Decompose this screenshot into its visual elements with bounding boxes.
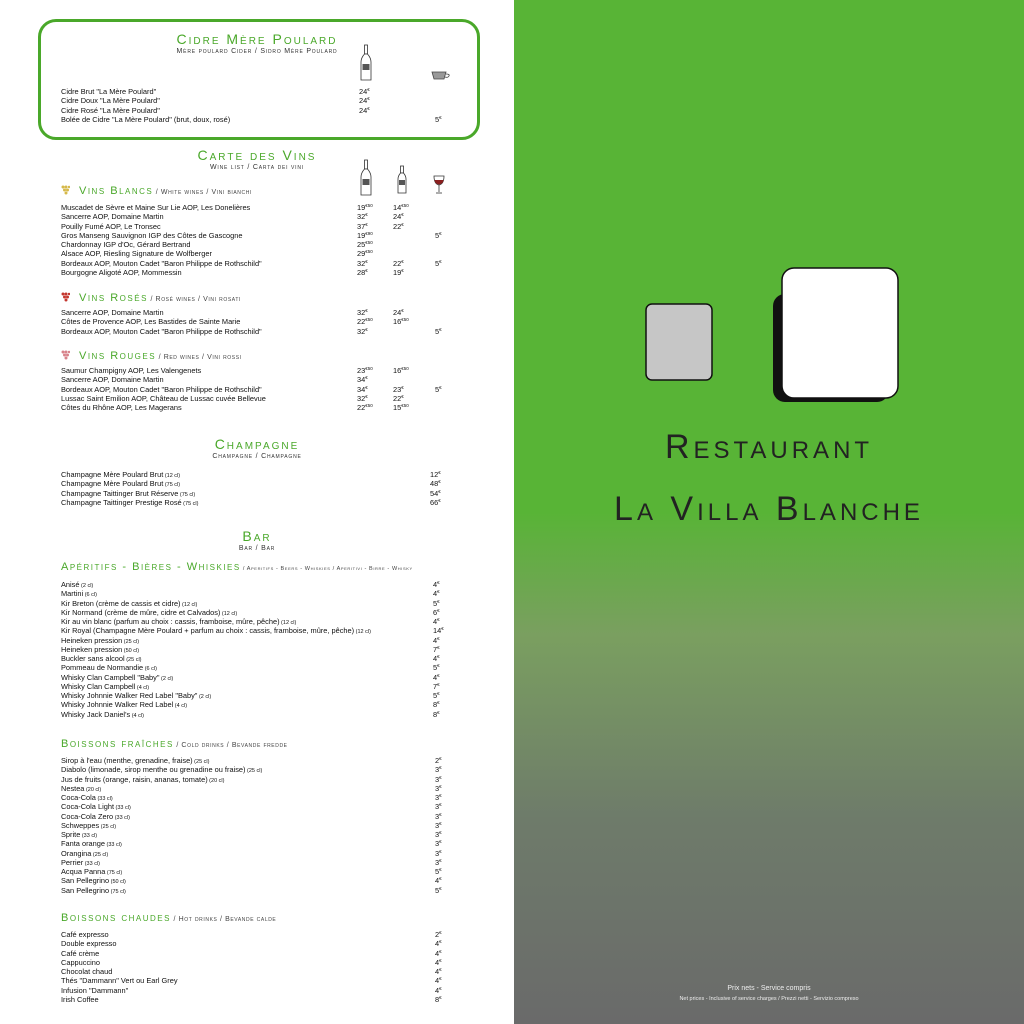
menu-row xyxy=(61,645,451,654)
item-volume: (4 cl) xyxy=(173,703,188,710)
item-name: Lussac Saint Emilion AOP, Château de Lussac cuvée Bellevue xyxy=(61,393,266,403)
item-name: Kir au vin blanc (parfum au choix : cassis, framboise, mûre, pêche) (12 cl) xyxy=(61,617,297,626)
item-volume: (25 cl) xyxy=(122,638,140,645)
vins-blancs-title: Vins Blancs / White wines / Vini bianchi xyxy=(79,185,252,197)
item-volume: (4 cl) xyxy=(135,684,150,691)
menu-row xyxy=(61,115,451,124)
bar-title: Bar xyxy=(242,528,272,544)
item-volume: (12 cl) xyxy=(163,473,181,479)
item-volume: (75 cl) xyxy=(163,482,181,489)
item-name: Nestea (20 cl) xyxy=(61,783,102,793)
item-price: 3€ xyxy=(435,765,442,775)
menu-row xyxy=(61,375,451,384)
item-name: Heineken pression (50 cl) xyxy=(61,644,140,654)
menu-row xyxy=(61,876,451,885)
item-name: Sancerre AOP, Domaine Martin xyxy=(61,212,164,222)
item-price: 7€ xyxy=(433,644,440,654)
item-price: 32€ xyxy=(357,393,368,403)
item-price: 3€ xyxy=(435,774,442,784)
menu-row xyxy=(61,394,451,403)
fraiches-title: Boissons fraîches / Cold drinks / Bevande fredde xyxy=(61,738,288,750)
item-name: Café expresso xyxy=(61,930,109,939)
item-volume: (50 cl) xyxy=(109,879,126,886)
item-name: Schweppes (25 cl) xyxy=(61,820,117,830)
item-name: Orangina (25 cl) xyxy=(61,848,109,858)
item-name: Sancerre AOP, Domaine Martin xyxy=(61,308,164,317)
menu-row xyxy=(61,403,451,412)
item-volume: (25 cl) xyxy=(192,759,210,765)
menu-row xyxy=(61,995,451,1004)
red-grape-icon xyxy=(61,350,70,360)
item-volume: (25 cl) xyxy=(99,823,117,830)
menu-row xyxy=(61,784,451,793)
item-name: Coca-Cola Zero (33 cl) xyxy=(61,811,130,821)
item-volume: (6 cl) xyxy=(83,592,97,599)
item-price: 6€ xyxy=(433,607,440,617)
item-price: 4€ xyxy=(435,976,442,986)
item-volume: (2 cl) xyxy=(197,694,212,700)
item-name: Champagne Taittinger Prestige Rosé (75 cl) xyxy=(61,497,199,507)
item-price: 4€ xyxy=(433,580,440,589)
menu-row xyxy=(61,317,451,326)
menu-row xyxy=(61,976,451,985)
item-volume: (25 cl) xyxy=(91,851,109,858)
item-name: Fanta orange (33 cl) xyxy=(61,839,122,849)
item-price: $16^{€50}$ xyxy=(393,366,409,375)
item-price: $23^{€50}$ xyxy=(357,366,373,375)
vins-subtitle: Wine list / Carta dei vini xyxy=(210,164,304,171)
menu-row xyxy=(61,212,451,221)
item-name: Bordeaux AOP, Mouton Cadet "Baron Philippe de Rothschild" xyxy=(61,384,262,394)
item-price: 8€ xyxy=(433,700,440,710)
item-name: Whisky Johnnie Walker Red Label "Baby" (2 cl) xyxy=(61,691,212,700)
menu-row xyxy=(61,802,451,811)
item-price: 2€ xyxy=(435,756,442,765)
item-name: Bordeaux AOP, Mouton Cadet "Baron Philippe de Rothschild" xyxy=(61,326,262,336)
item-price: 32€ xyxy=(357,212,368,222)
menu-row xyxy=(61,240,451,249)
item-name: Diabolo (limonade, sirop menthe ou grenadine ou fraise) (25 cl) xyxy=(61,765,263,775)
item-price: 14€ xyxy=(433,626,444,636)
item-price: 3€ xyxy=(435,811,442,821)
menu-row xyxy=(61,939,451,948)
item-volume: (33 cl) xyxy=(95,796,113,802)
menu-row xyxy=(61,470,451,479)
menu-row xyxy=(61,673,451,682)
item-price: 3€ xyxy=(435,839,442,849)
item-volume: (33 cl) xyxy=(104,842,122,849)
item-name: Infusion "Dammann" xyxy=(61,985,129,995)
chaudes-title: Boissons chaudes / Hot drinks / Bevande calde xyxy=(61,912,277,924)
item-name: Bourgogne Aligoté AOP, Mommessin xyxy=(61,267,182,277)
item-name: Kir Normand (crème de mûre, cidre et Calvados) (12 cl) xyxy=(61,607,238,617)
menu-row xyxy=(61,308,451,317)
item-price: 7€ xyxy=(433,681,440,691)
item-price: 5€ xyxy=(433,691,440,700)
menu-row xyxy=(61,839,451,848)
menu-row xyxy=(61,691,451,700)
item-price: 4€ xyxy=(435,876,442,886)
item-volume: (2 cl) xyxy=(79,583,94,589)
rose-grape-icon xyxy=(61,292,70,302)
item-name: Cidre Rosé "La Mère Poulard" xyxy=(61,105,160,115)
menu-row xyxy=(61,617,451,626)
item-price: 34€ xyxy=(357,375,368,385)
item-name: Cidre Doux "La Mère Poulard" xyxy=(61,96,160,106)
item-price: 4€ xyxy=(433,617,440,626)
item-name: San Pellegrino (50 cl) xyxy=(61,876,126,886)
menu-row xyxy=(61,830,451,839)
item-price: 5€ xyxy=(433,598,440,608)
item-price: 4€ xyxy=(433,654,440,663)
item-price: 4€ xyxy=(435,948,442,958)
item-price: $19^{€50}$ xyxy=(357,203,373,212)
item-price: $25^{€50}$ xyxy=(357,240,373,249)
vins-rouges-title: Vins Rouges / Red wines / Vini rossi xyxy=(79,350,242,362)
menu-row xyxy=(61,849,451,858)
item-name: Champagne Mère Poulard Brut (12 cl) xyxy=(61,470,181,479)
menu-row xyxy=(61,886,451,895)
item-name: Chardonnay IGP d'Oc, Gérard Bertrand xyxy=(61,240,191,249)
menu-row xyxy=(61,626,451,635)
item-price: 32€ xyxy=(357,326,368,336)
item-name: Champagne Mère Poulard Brut (75 cl) xyxy=(61,479,181,489)
menu-row xyxy=(61,821,451,830)
item-price: 24€ xyxy=(359,105,370,115)
item-price: 5€ xyxy=(435,326,442,336)
menu-row xyxy=(61,96,451,105)
menu-row xyxy=(61,775,451,784)
item-price: 23€ xyxy=(393,384,404,394)
item-volume: (20 cl) xyxy=(84,786,102,793)
white-grape-icon xyxy=(61,185,70,195)
item-name: Whisky Clan Campbell "Baby" (2 cl) xyxy=(61,672,174,682)
item-price: 24€ xyxy=(359,96,370,106)
item-price: 4€ xyxy=(433,635,440,645)
bar-subtitle: Bar / Bar xyxy=(238,545,276,552)
item-price: 34€ xyxy=(357,384,368,394)
item-name: Sprite (33 cl) xyxy=(61,830,98,839)
item-name: Bordeaux AOP, Mouton Cadet "Baron Philippe de Rothschild" xyxy=(61,258,262,268)
item-volume: (75 cl) xyxy=(181,500,199,507)
menu-row xyxy=(61,793,451,802)
menu-row xyxy=(61,710,451,719)
menu-row xyxy=(61,589,451,598)
item-price: 22€ xyxy=(393,221,404,231)
item-volume: (20 cl) xyxy=(207,777,225,784)
item-price: 5€ xyxy=(435,230,442,240)
item-name: Bolée de Cidre "La Mère Poulard" (brut, doux, rosé) xyxy=(61,114,231,124)
item-price: 66€ xyxy=(430,497,441,507)
item-volume: (6 cl) xyxy=(143,666,157,673)
item-name: Sancerre AOP, Domaine Martin xyxy=(61,375,164,385)
item-price: $16^{€50}$ xyxy=(393,317,409,327)
item-price: 54€ xyxy=(430,488,441,498)
item-volume: (25 cl) xyxy=(245,768,263,775)
menu-row xyxy=(61,682,451,691)
menu-row xyxy=(61,756,451,765)
item-price: 24€ xyxy=(359,87,370,96)
item-price: 3€ xyxy=(435,820,442,830)
item-volume: (12 cl) xyxy=(279,620,297,626)
item-name: Whisky Clan Campbell (4 cl) xyxy=(61,681,150,691)
menu-row xyxy=(61,967,451,976)
menu-row xyxy=(61,249,451,258)
restaurant-line2: La Villa Blanche xyxy=(614,490,924,528)
item-price: 5€ xyxy=(435,384,442,394)
item-price: 48€ xyxy=(430,479,441,489)
menu-row xyxy=(61,106,451,115)
item-price: $22^{€50}$ xyxy=(357,317,373,327)
item-price: $19^{€90}$ xyxy=(357,230,373,240)
item-name: Cidre Brut "La Mère Poulard" xyxy=(61,87,157,96)
item-name: Whisky Jack Daniel's (4 cl) xyxy=(61,709,144,719)
bottle-75cl-icon xyxy=(360,159,372,197)
item-volume: (75 cl) xyxy=(178,491,196,498)
item-price: 4€ xyxy=(435,957,442,967)
menu-row xyxy=(61,812,451,821)
item-price: $14^{€50}$ xyxy=(393,203,409,212)
menu-row xyxy=(61,327,451,336)
item-price: 32€ xyxy=(357,308,368,317)
item-name: Coca-Cola Light (33 cl) xyxy=(61,802,131,812)
menu-row xyxy=(61,930,451,939)
item-volume: (33 cl) xyxy=(83,860,100,867)
item-volume: (75 cl) xyxy=(109,888,126,895)
menu-row xyxy=(61,700,451,709)
item-name: Irish Coffee xyxy=(61,994,99,1004)
champagne-title: Champagne xyxy=(214,436,300,452)
item-name: Sirop à l'eau (menthe, grenadine, fraise) (25 cl) xyxy=(61,756,210,765)
wine-glass-icon xyxy=(433,175,445,195)
item-volume: (50 cl) xyxy=(122,647,140,654)
item-volume: (33 cl) xyxy=(114,805,131,812)
item-name: Alsace AOP, Riesling Signature de Wolfberger xyxy=(61,249,212,259)
item-volume: (12 cl) xyxy=(354,629,371,636)
menu-row xyxy=(61,498,451,507)
item-volume: (2 cl) xyxy=(159,675,174,682)
item-name: Chocolat chaud xyxy=(61,967,113,976)
item-price: $15^{€50}$ xyxy=(393,403,409,412)
menu-row xyxy=(61,479,451,488)
item-price: 5€ xyxy=(435,867,442,876)
item-volume: (12 cl) xyxy=(180,601,198,608)
item-name: Buckler sans alcool (25 cl) xyxy=(61,654,142,663)
item-volume: (33 cl) xyxy=(113,814,130,821)
menu-row xyxy=(61,87,451,96)
item-name: Heineken pression (25 cl) xyxy=(61,635,140,645)
item-name: Café crème xyxy=(61,948,100,958)
item-price: 37€ xyxy=(357,221,368,231)
restaurant-line1: Restaurant xyxy=(664,428,874,466)
item-name: Double expresso xyxy=(61,939,117,949)
item-price: 5€ xyxy=(435,114,442,124)
item-volume: (12 cl) xyxy=(220,610,238,617)
item-name: Martini (6 cl) xyxy=(61,589,97,599)
item-price: 3€ xyxy=(435,857,442,867)
item-price: 5€ xyxy=(435,885,442,895)
menu-row xyxy=(61,867,451,876)
menu-row xyxy=(61,654,451,663)
aperitifs-title: Apéritifs - Bières - Whiskies / Aperitifs - Beers - Whiskies / Aperitivi - Birre - Whisky xyxy=(61,561,413,573)
item-name: Kir Royal (Champagne Mère Poulard + parfum au choix : cassis, framboise, mûre, pêche) (12 cl) xyxy=(61,626,371,636)
item-name: Côtes de Provence AOP, Les Bastides de Sainte Marie xyxy=(61,317,241,327)
cup-icon xyxy=(430,70,452,82)
menu-row xyxy=(61,385,451,394)
champagne-subtitle: Champagne / Champagne xyxy=(212,453,302,460)
cidre-subtitle: Mère poulard Cider / Sidro Mère Poulard xyxy=(176,48,338,55)
menu-row xyxy=(61,580,451,589)
item-name: Muscadet de Sèvre et Maine Sur Lie AOP, Les Donelières xyxy=(61,203,251,212)
item-volume: (4 cl) xyxy=(130,712,144,719)
menu-row xyxy=(61,663,451,672)
item-name: Pouilly Fumé AOP, Le Tronsec xyxy=(61,221,161,231)
item-price: 4€ xyxy=(433,672,440,682)
item-name: Gros Manseng Sauvignon IGP des Côtes de Gascogne xyxy=(61,230,243,240)
menu-row xyxy=(61,765,451,774)
item-price: 3€ xyxy=(435,802,442,812)
cidre-title: Cidre Mère Poulard xyxy=(176,31,338,47)
bottle-37cl-icon xyxy=(397,165,407,195)
footer-prices: Prix nets - Service compris xyxy=(727,985,811,992)
item-name: Acqua Panna (75 cl) xyxy=(61,867,123,876)
menu-row xyxy=(61,268,451,277)
vins-title: Carte des Vins xyxy=(197,147,317,163)
item-name: Whisky Johnnie Walker Red Label (4 cl) xyxy=(61,700,188,710)
item-name: San Pellegrino (75 cl) xyxy=(61,885,126,895)
item-price: 24€ xyxy=(393,212,404,222)
item-price: 24€ xyxy=(393,308,404,317)
item-name: Jus de fruits (orange, raisin, ananas, tomate) (20 cl) xyxy=(61,774,225,784)
item-price: 3€ xyxy=(435,783,442,793)
menu-row xyxy=(61,366,451,375)
menu-row xyxy=(61,222,451,231)
item-price: 4€ xyxy=(435,939,442,949)
item-price: $22^{€50}$ xyxy=(357,403,373,412)
item-price: 8€ xyxy=(433,709,440,719)
bottle-icon xyxy=(360,44,372,82)
item-name: Cappuccino xyxy=(61,957,101,967)
item-price: 3€ xyxy=(435,848,442,858)
menu-row xyxy=(61,608,451,617)
item-price: 8€ xyxy=(435,994,442,1004)
item-price: 22€ xyxy=(393,393,404,403)
item-volume: (25 cl) xyxy=(124,657,142,663)
item-price: 4€ xyxy=(435,967,442,976)
item-price: 28€ xyxy=(357,267,368,277)
item-name: Champagne Taittinger Brut Réserve (75 cl) xyxy=(61,488,196,498)
item-name: Kir Breton (crème de cassis et cidre) (12 cl) xyxy=(61,598,198,608)
item-name: Côtes du Rhône AOP, Les Magerans xyxy=(61,403,182,412)
item-price: 5€ xyxy=(433,663,440,673)
item-price: 3€ xyxy=(435,830,442,839)
item-name: Coca-Cola (33 cl) xyxy=(61,793,113,802)
item-volume: (33 cl) xyxy=(80,833,98,839)
item-price: 4€ xyxy=(435,985,442,995)
item-price: 2€ xyxy=(435,930,442,939)
item-price: 4€ xyxy=(433,589,440,599)
footer-prices-translations: Net prices - Inclusive of service charges / Prezzi netti - Servizio compreso xyxy=(679,996,859,1002)
item-volume: (75 cl) xyxy=(105,870,123,876)
item-name: Anisé (2 cl) xyxy=(61,580,94,589)
menu-row xyxy=(61,231,451,240)
item-price: 32€ xyxy=(357,258,368,268)
menu-row xyxy=(61,958,451,967)
menu-row xyxy=(61,599,451,608)
menu-row xyxy=(61,489,451,498)
item-name: Pommeau de Normandie (6 cl) xyxy=(61,663,157,673)
menu-row xyxy=(61,858,451,867)
item-name: Thés "Dammann" Vert ou Earl Grey xyxy=(61,976,178,986)
item-name: Perrier (33 cl) xyxy=(61,857,100,867)
menu-row xyxy=(61,259,451,268)
item-price: $29^{€50}$ xyxy=(357,249,373,259)
menu-row xyxy=(61,203,451,212)
menu-row xyxy=(61,986,451,995)
item-price: 19€ xyxy=(393,267,404,277)
item-price: 22€ xyxy=(393,258,404,268)
menu-row xyxy=(61,636,451,645)
item-price: 3€ xyxy=(435,793,442,802)
item-name: Saumur Champigny AOP, Les Valengenets xyxy=(61,366,202,375)
item-price: 12€ xyxy=(430,470,441,479)
logo xyxy=(644,266,904,406)
item-price: 5€ xyxy=(435,258,442,268)
vins-roses-title: Vins Rosés / Rosé wines / Vini rosati xyxy=(79,292,241,304)
menu-row xyxy=(61,949,451,958)
